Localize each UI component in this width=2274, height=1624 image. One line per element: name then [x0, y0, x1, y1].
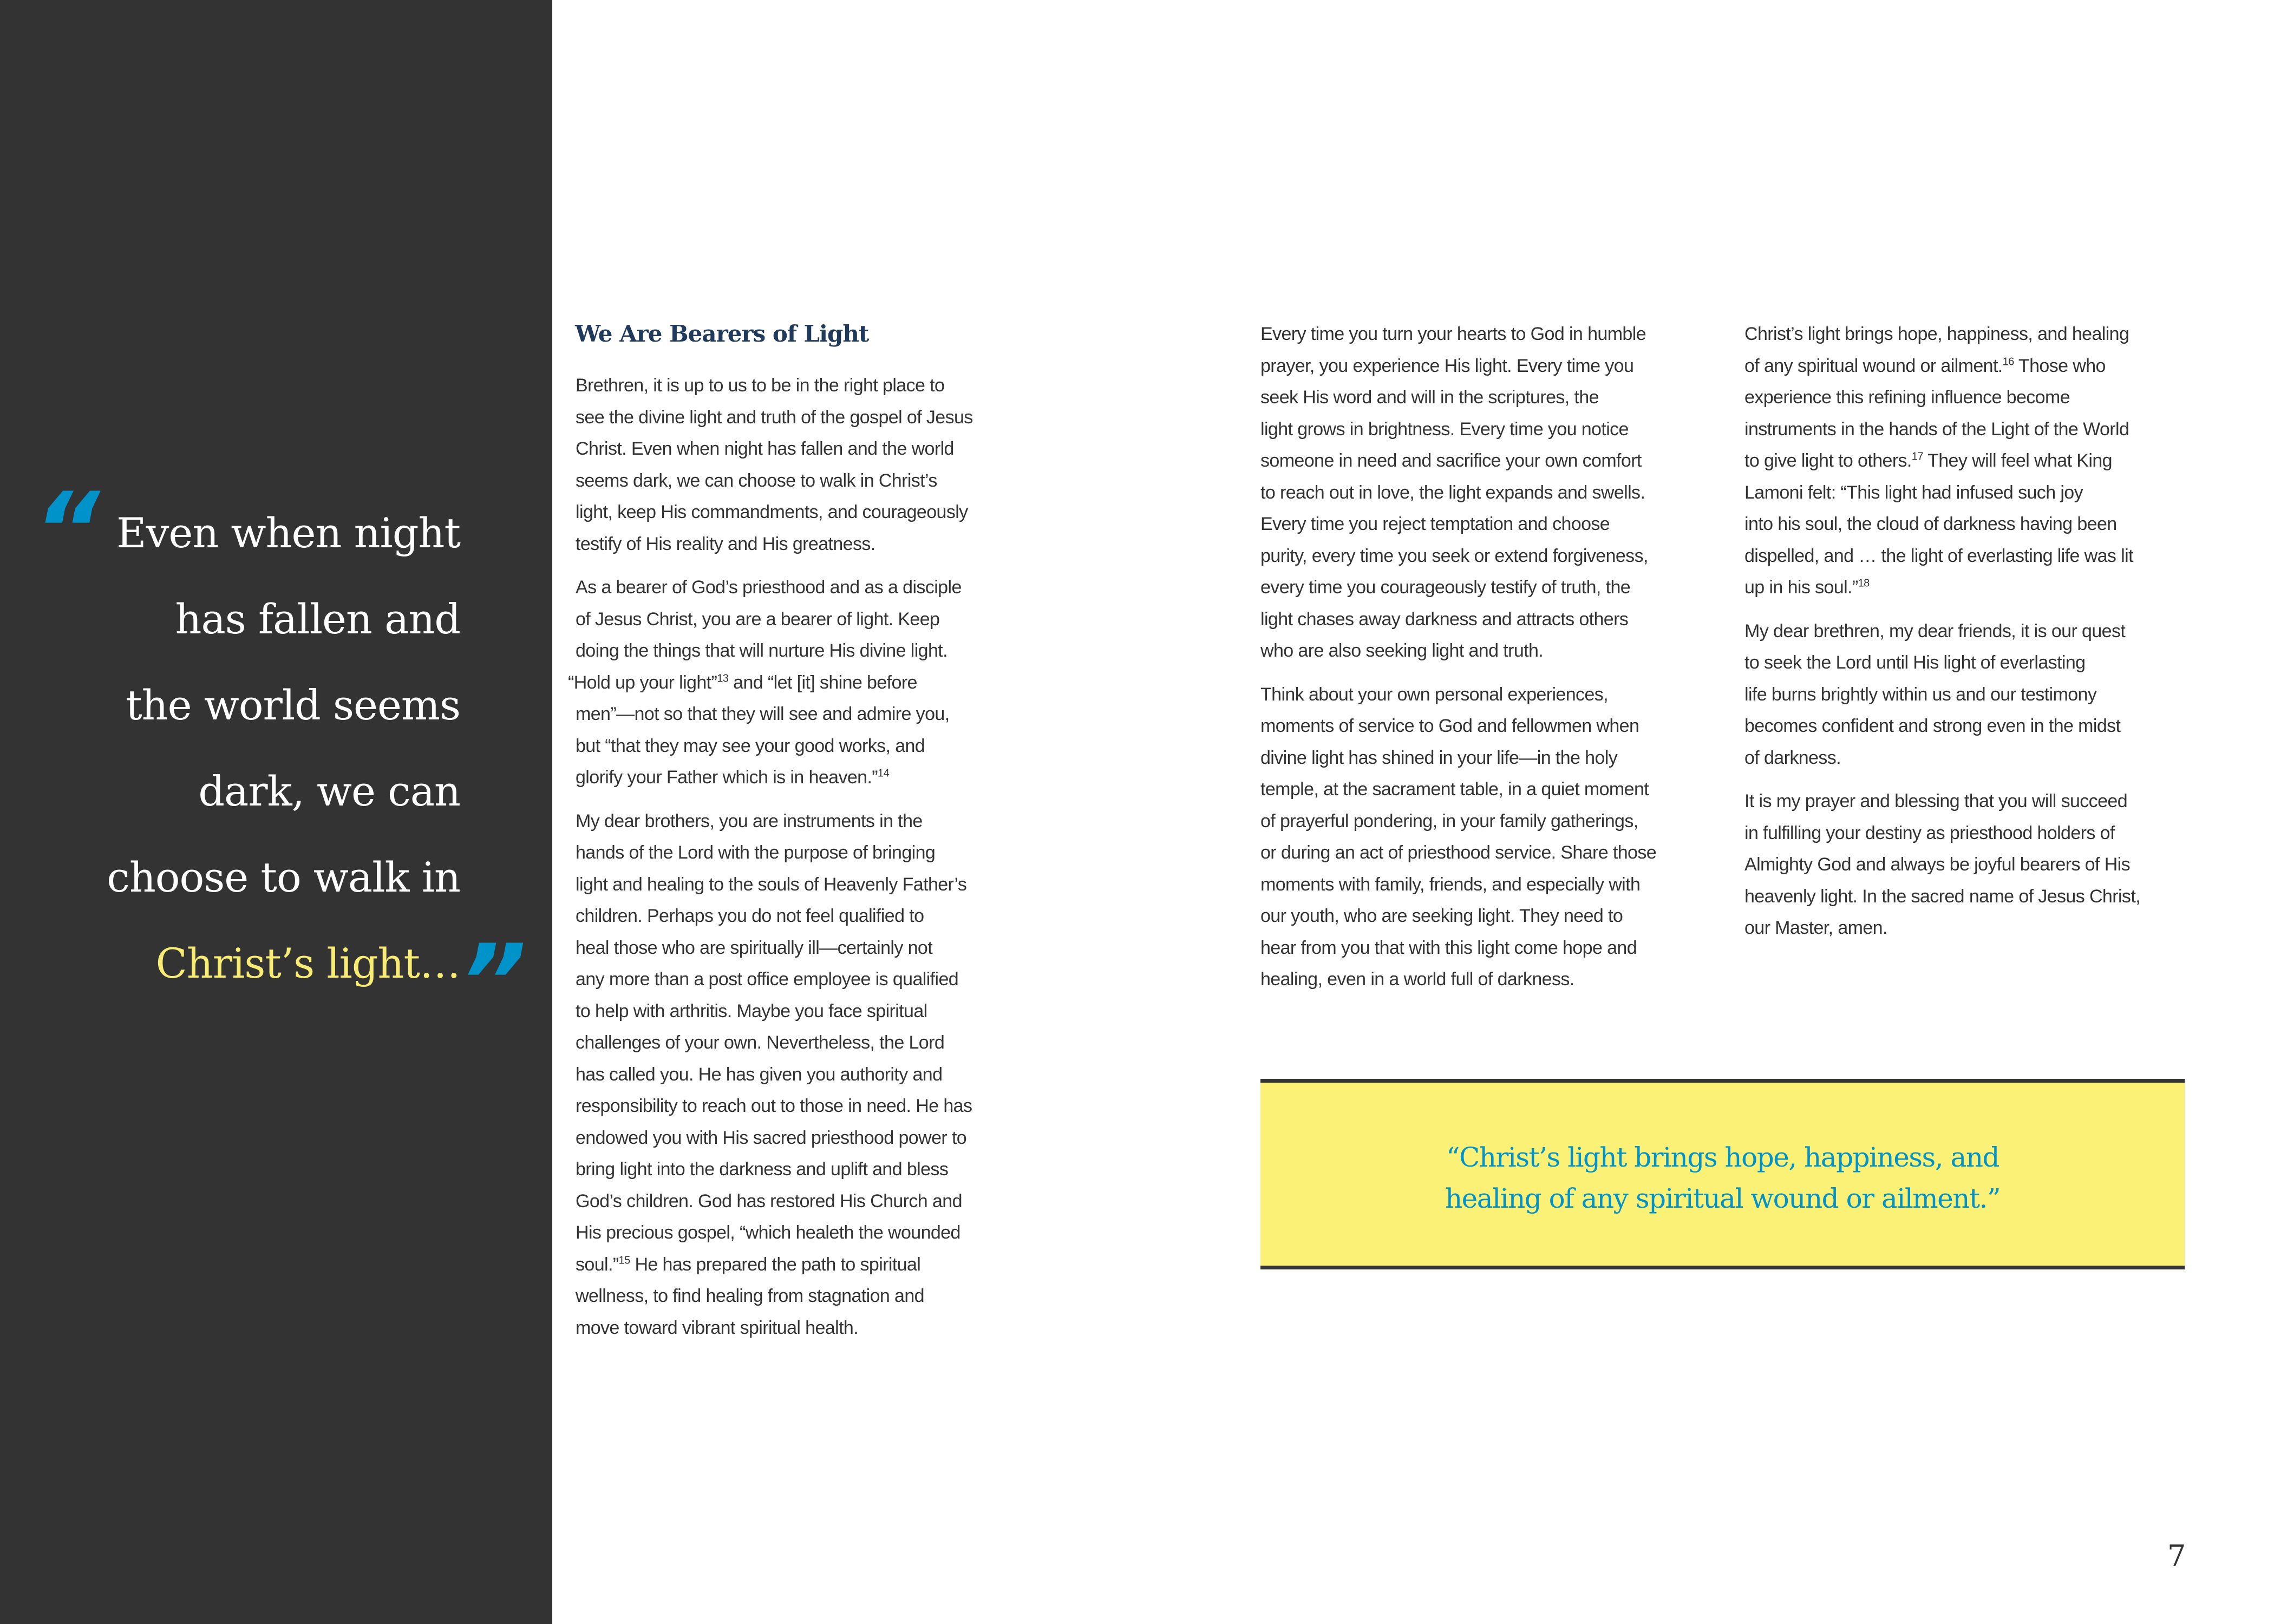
text-fragment: They will feel what King	[1923, 450, 2112, 471]
text-line: or during an act of priesthood service. Share those	[1260, 842, 1657, 863]
text-line: Lamoni felt: “This light had infused such joy	[1744, 482, 2083, 503]
text-line: light and healing to the souls of Heavenly Father’s	[576, 874, 967, 895]
text-line: someone in need and sacrifice your own comfort	[1260, 450, 1642, 471]
text-line: becomes confident and strong even in the midst	[1744, 716, 2121, 736]
callout-line: “Christ’s light brings hope, happiness, and	[1446, 1142, 1999, 1173]
text-line: light grows in brightness. Every time you notice	[1260, 418, 1629, 440]
paragraph	[1260, 318, 1710, 667]
text-line: every time you courageously testify of truth, the	[1260, 577, 1631, 598]
text-fragment: glorify your Father which is in heaven.”	[576, 767, 878, 788]
pull-quote-line: has fallen and	[175, 595, 460, 643]
text-line	[576, 762, 1025, 794]
text-line: temple, at the sacrament table, in a quiet moment	[1260, 779, 1649, 800]
pull-quote-highlight: Christ’s light…	[155, 939, 460, 987]
text-line: His precious gospel, “which healeth the wounded	[576, 1222, 960, 1243]
text-line: hands of the Lord with the purpose of bringing	[576, 842, 936, 863]
text-fragment: of any spiritual wound or ailment.	[1744, 355, 2003, 376]
paragraph	[1744, 318, 2194, 604]
text-line: Every time you reject temptation and choose	[1260, 514, 1610, 534]
text-line: healing, even in a world full of darkness.	[1260, 969, 1574, 990]
text-line: challenges of your own. Nevertheless, the Lord	[576, 1032, 945, 1053]
paragraph	[576, 370, 1025, 560]
text-line: wellness, to find healing from stagnation and	[576, 1286, 924, 1306]
text-line: Think about your own personal experiences,	[1260, 684, 1608, 705]
open-quote-icon: “	[34, 470, 100, 590]
text-line: light chases away darkness and attracts others	[1260, 608, 1629, 630]
text-fragment: to give light to others.	[1744, 450, 1912, 471]
pull-quote	[32, 490, 460, 1006]
text-line: who are also seeking light and truth.	[1260, 640, 1544, 661]
text-line: Christ. Even when night has fallen and the world	[576, 438, 954, 459]
text-line: of Jesus Christ, you are a bearer of light. Keep	[576, 608, 940, 630]
text-line: responsibility to reach out to those in need. He has	[576, 1096, 972, 1116]
text-line: My dear brethren, my dear friends, it is our quest	[1744, 620, 2126, 641]
text-fragment: up in his soul.”	[1744, 577, 1858, 598]
text-line: heavenly light. In the sacred name of Jesus Christ,	[1744, 886, 2141, 907]
text-line	[1744, 572, 2194, 604]
text-line: instruments in the hands of the Light of the World	[1744, 418, 2129, 440]
callout-box	[1260, 1079, 2185, 1269]
pull-quote-line: dark, we can	[198, 767, 460, 815]
text-line: seek His word and will in the scriptures, the	[1260, 387, 1599, 408]
text-line: hear from you that with this light come hope and	[1260, 937, 1637, 958]
text-line: experience this refining influence become	[1744, 387, 2070, 408]
text-line: has called you. He has given you authority and	[576, 1064, 943, 1085]
text-line: life burns brightly within us and our testimony	[1744, 684, 2097, 705]
text-line: divine light has shined in your life—in the holy	[1260, 747, 1618, 768]
text-line	[1744, 445, 2194, 477]
text-line: light, keep His commandments, and courageously	[576, 502, 968, 522]
text-line: prayer, you experience His light. Every time you	[1260, 355, 1634, 376]
text-line: Brethren, it is up to us to be in the right place to	[576, 375, 945, 396]
footnote-ref[interactable]: 14	[878, 767, 890, 780]
text-line: seems dark, we can choose to walk in Christ’s	[576, 470, 937, 491]
text-line: Every time you turn your hearts to God in humble	[1260, 324, 1646, 344]
text-line: dispelled, and … the light of everlasting life was lit	[1744, 545, 2133, 566]
article-column-2	[1260, 318, 1710, 1007]
pull-quote-line: choose to walk in	[107, 853, 460, 901]
text-fragment: soul.”	[576, 1254, 619, 1275]
paragraph	[1744, 785, 2194, 944]
text-fragment: “Hold up your light”	[568, 672, 717, 693]
text-line: bring light into the darkness and uplift and bless	[576, 1159, 949, 1180]
text-fragment: He has prepared the path to spiritual	[630, 1254, 921, 1275]
footnote-ref[interactable]: 17	[1911, 450, 1923, 463]
text-line	[568, 667, 1025, 699]
paragraph	[1744, 615, 2194, 774]
text-line: men”—not so that they will see and admire you,	[576, 704, 950, 724]
pull-quote-line: the world seems	[126, 681, 460, 729]
close-quote-icon: ”	[460, 922, 527, 1042]
text-line: moments with family, friends, and especially with	[1260, 874, 1641, 895]
footnote-ref[interactable]: 16	[2002, 356, 2014, 368]
text-line	[1744, 350, 2194, 382]
text-line: in fulfilling your destiny as priesthood holders of	[1744, 822, 2115, 843]
text-fragment: Those who	[2014, 355, 2106, 376]
text-line: to reach out in love, the light expands and swells.	[1260, 482, 1645, 503]
footnote-ref[interactable]: 13	[717, 672, 729, 685]
pull-quote-line: Even when night	[116, 509, 460, 557]
paragraph	[576, 806, 1025, 1344]
text-line: any more than a post office employee is qualified	[576, 969, 959, 990]
text-line: Christ’s light brings hope, happiness, and healing	[1744, 324, 2129, 344]
callout-line: healing of any spiritual wound or ailment.”	[1445, 1183, 2001, 1214]
text-line: children. Perhaps you do not feel qualified to	[576, 906, 924, 926]
text-line: of prayerful pondering, in your family gatherings,	[1260, 810, 1638, 831]
text-line: purity, every time you seek or extend forgiveness,	[1260, 545, 1648, 566]
text-line	[576, 1249, 1025, 1281]
text-line: God’s children. God has restored His Church and	[576, 1190, 962, 1212]
text-line: doing the things that will nurture His divine light.	[576, 640, 948, 661]
text-line: heal those who are spiritually ill—certainly not	[576, 937, 933, 958]
text-fragment: and “let [it] shine before	[728, 672, 917, 693]
callout-quote	[1260, 1137, 2185, 1219]
footnote-ref[interactable]: 18	[1858, 577, 1870, 590]
text-line: our youth, who are seeking light. They need to	[1260, 906, 1623, 926]
text-line: but “that they may see your good works, and	[576, 735, 925, 756]
footnote-ref[interactable]: 15	[618, 1254, 630, 1267]
paragraph	[1260, 679, 1710, 996]
paragraph	[568, 572, 1025, 794]
text-line: endowed you with His sacred priesthood power to	[576, 1127, 967, 1148]
text-line: see the divine light and truth of the gospel of Jesus	[576, 407, 973, 428]
text-line: It is my prayer and blessing that you will succeed	[1744, 791, 2128, 811]
article-heading: We Are Bearers of Light	[575, 320, 869, 347]
page-number: 7	[2167, 1539, 2186, 1573]
text-line: of darkness.	[1744, 747, 1841, 768]
text-line: As a bearer of God’s priesthood and as a disciple	[576, 577, 962, 598]
text-line: My dear brothers, you are instruments in the	[576, 810, 923, 831]
article-column-1	[568, 370, 1025, 1355]
text-line: moments of service to God and fellowmen when	[1260, 716, 1639, 736]
text-line: into his soul, the cloud of darkness having been	[1744, 514, 2117, 534]
article-column-3	[1744, 318, 2194, 956]
text-line: to help with arthritis. Maybe you face spiritual	[576, 1000, 927, 1021]
text-line: Almighty God and always be joyful bearers of His	[1744, 854, 2130, 875]
text-line: to seek the Lord until His light of everlasting	[1744, 652, 2086, 673]
text-line: testify of His reality and His greatness.	[576, 533, 875, 554]
text-line: move toward vibrant spiritual health.	[576, 1317, 859, 1338]
text-line: our Master, amen.	[1744, 918, 1887, 938]
